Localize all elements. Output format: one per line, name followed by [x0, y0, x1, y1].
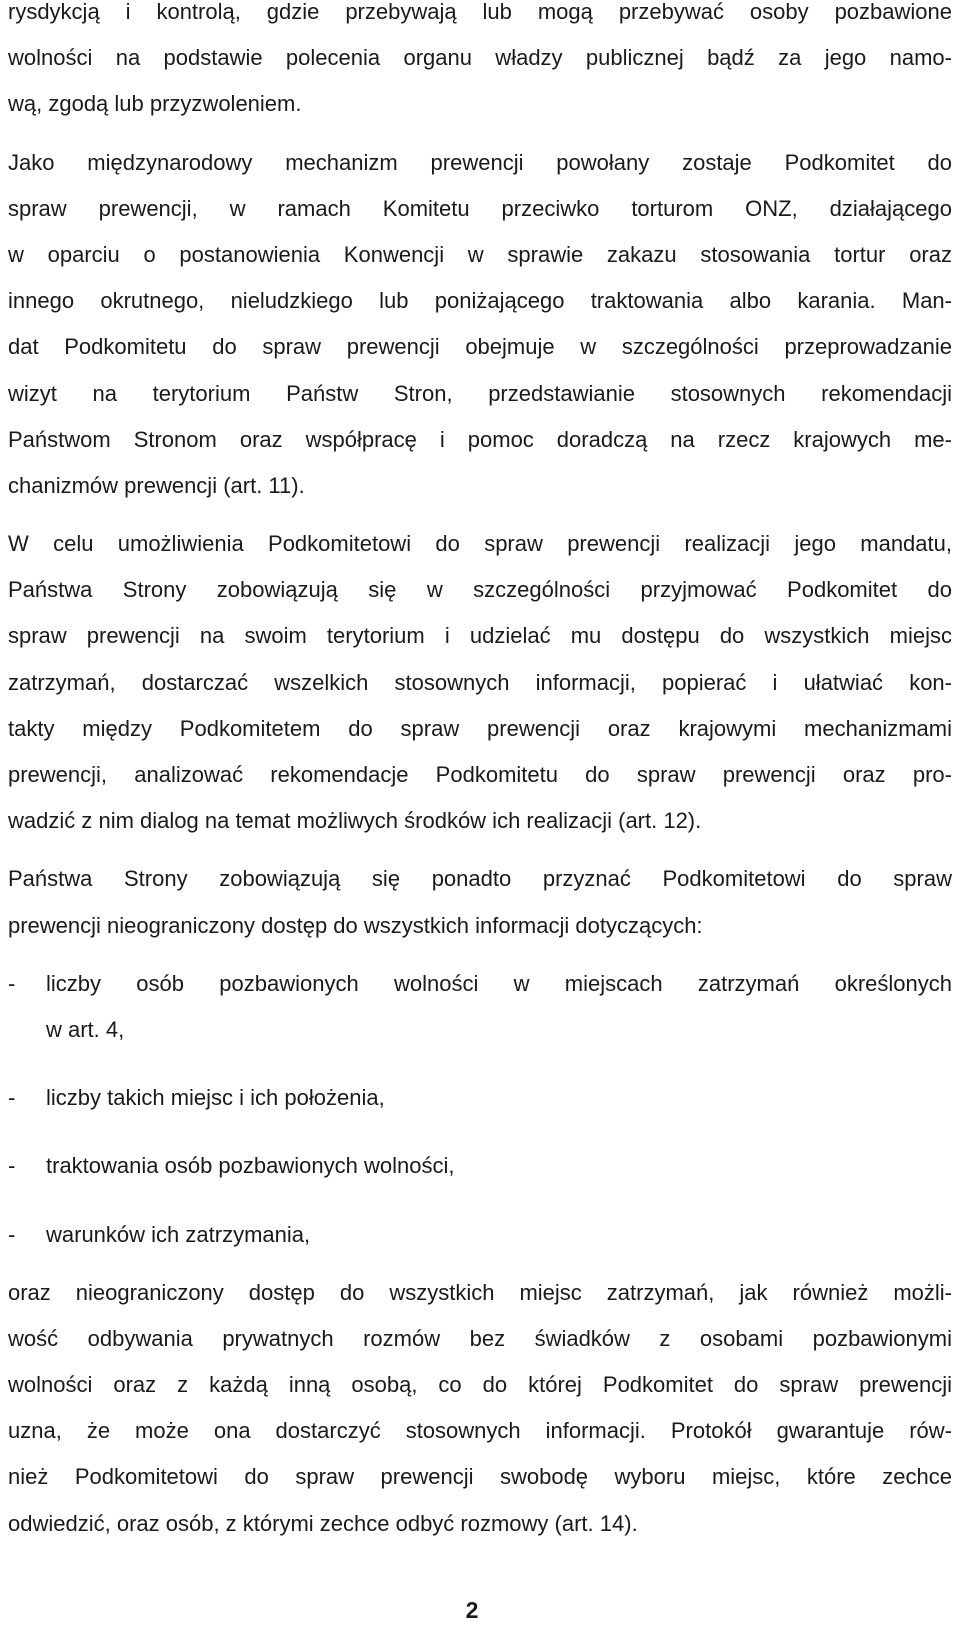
list-item-text: warunków ich zatrzymania, [46, 1221, 311, 1247]
text-line: rysdykcją i kontrolą, gdzie przebywają lub mogą przebywać osoby pozbawione [8, 0, 952, 24]
text-line: chanizmów prewencji (art. 11). [8, 472, 305, 498]
dash-list [8, 961, 952, 1258]
paragraph [8, 0, 952, 128]
text-line: uzna, że może ona dostarczyć stosownych informacji. Protokół gwarantuje rów- [8, 1418, 952, 1444]
list-dash: - [8, 970, 16, 996]
text-line: W celu umożliwienia Podkomitetowi do spraw prewencji realizacji jego mandatu, [8, 531, 952, 557]
list-item [8, 961, 952, 1053]
text-line: innego okrutnego, nieludzkiego lub poniżającego traktowania albo karania. Man- [8, 288, 952, 314]
text-line: w oparciu o postanowienia Konwencji w sprawie zakazu stosowania tortur oraz [8, 241, 952, 267]
text-line: Państwa Strony zobowiązują się w szczególności przyjmować Podkomitet do [8, 577, 952, 603]
list-item [8, 1075, 952, 1121]
text-line: wolności oraz z każdą inną osobą, co do której Podkomitet do spraw prewencji [8, 1372, 952, 1398]
list-item [8, 1143, 952, 1189]
text-line: prewencji nieograniczony dostęp do wszystkich informacji dotyczących: [8, 912, 703, 938]
text-line: wizyt na terytorium Państw Stron, przedstawianie stosownych rekomendacji [8, 380, 952, 406]
text-line: dat Podkomitetu do spraw prewencji obejmuje w szczególności przeprowadzanie [8, 334, 952, 360]
text-line: wość odbywania prywatnych rozmów bez świadków z osobami pozbawionymi [8, 1325, 952, 1351]
list-item [8, 1212, 952, 1258]
text-line: nież Podkomitetowi do spraw prewencji swobodę wyboru miejsc, które zechce [8, 1464, 952, 1490]
text-line: Państwom Stronom oraz współpracę i pomoc doradczą na rzecz krajowych me- [8, 426, 952, 452]
text-line: Jako międzynarodowy mechanizm prewencji powołany zostaje Podkomitet do [8, 149, 952, 175]
list-dash: - [8, 1153, 16, 1179]
text-line: Państwa Strony zobowiązują się ponadto przyznać Podkomitetowi do spraw [8, 866, 952, 892]
list-item-text: liczby osób pozbawionych wolności w miejscach zatrzymań określonych [46, 970, 952, 996]
text-line: spraw prewencji na swoim terytorium i udzielać mu dostępu do wszystkich miejsc [8, 623, 952, 649]
paragraph [8, 1270, 952, 1547]
list-item-text: traktowania osób pozbawionych wolności, [46, 1153, 455, 1179]
paragraph [8, 140, 952, 510]
paragraph [8, 856, 952, 948]
text-line: prewencji, analizować rekomendacje Podkomitetu do spraw prewencji oraz pro- [8, 762, 952, 787]
text-line: oraz nieograniczony dostęp do wszystkich miejsc zatrzymań, jak również możli- [8, 1279, 952, 1305]
document-page [8, 0, 952, 1547]
text-line: wolności na podstawie polecenia organu władzy publicznej bądź za jego namo- [8, 45, 952, 71]
text-line: spraw prewencji, w ramach Komitetu przeciwko torturom ONZ, działającego [8, 195, 952, 221]
text-line: wą, zgodą lub przyzwoleniem. [8, 91, 302, 117]
list-item-text: w art. 4, [46, 1016, 125, 1042]
list-item-text: liczby takich miejsc i ich położenia, [46, 1085, 385, 1111]
text-line: takty między Podkomitetem do spraw prewencji oraz krajowymi mechanizmami [8, 715, 952, 741]
page-number: 2 [465, 1597, 479, 1623]
text-line: odwiedzić, oraz osób, z którymi zechce odbyć rozmowy (art. 14). [8, 1510, 638, 1536]
list-dash: - [8, 1221, 16, 1247]
paragraph [8, 521, 952, 844]
list-dash: - [8, 1085, 16, 1111]
text-line: wadzić z nim dialog na temat możliwych środków ich realizacji (art. 12). [8, 808, 702, 834]
text-line: zatrzymań, dostarczać wszelkich stosownych informacji, popierać i ułatwiać kon- [8, 669, 952, 695]
